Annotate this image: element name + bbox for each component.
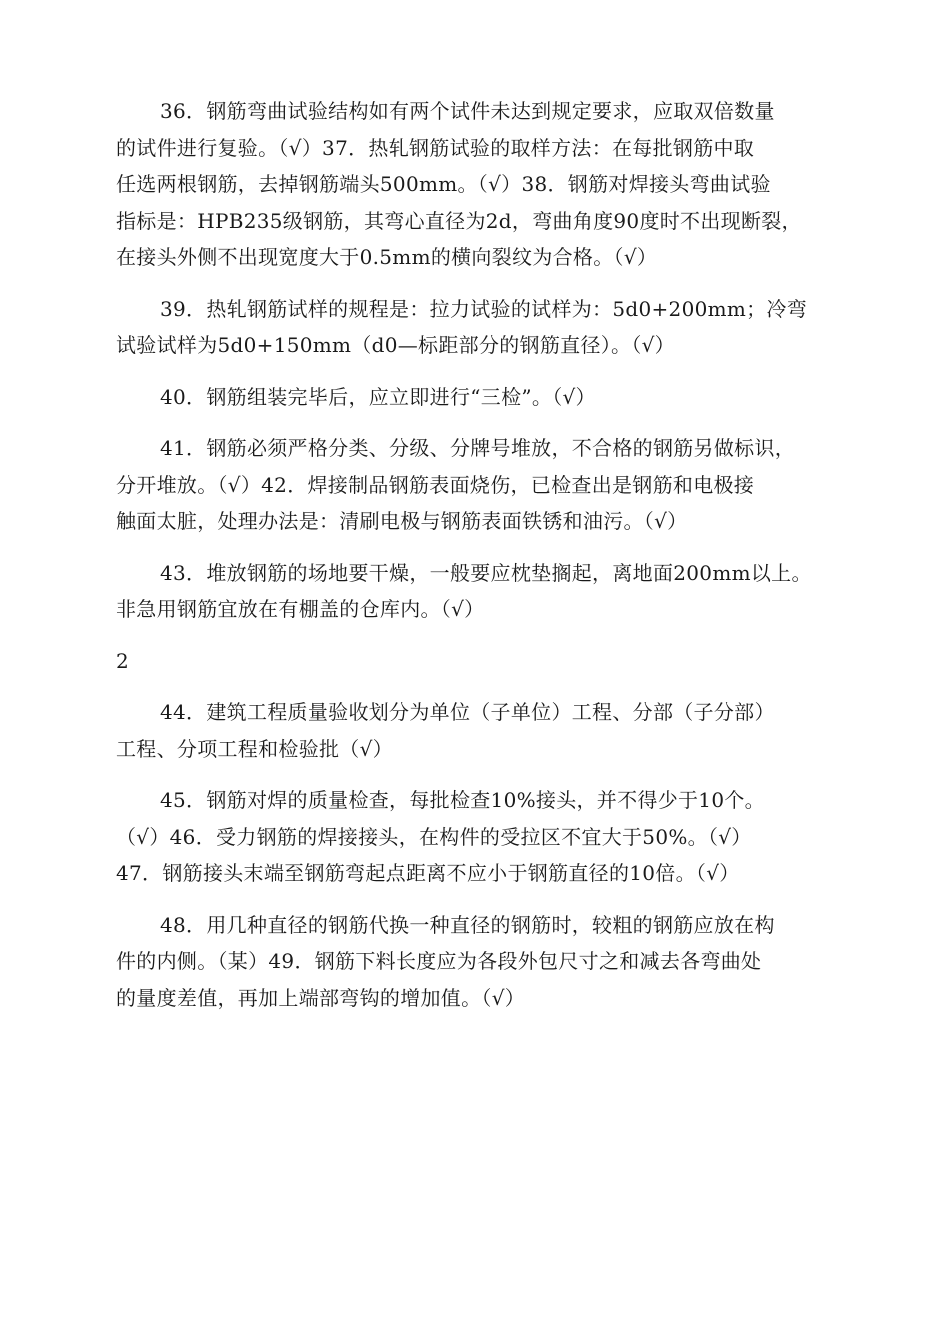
text-line: 指标是：HPB235级钢筋，其弯心直径为2d，弯曲角度90度时不出现断裂，	[116, 208, 802, 233]
text-line: 试验试样为5d0+150mm（d0—标距部分的钢筋直径）。（√）	[116, 333, 675, 357]
text-line: 41．钢筋必须严格分类、分级、分牌号堆放，不合格的钢筋另做标识，	[160, 436, 796, 460]
document-body	[116, 93, 846, 1031]
paragraph-48-49	[116, 907, 846, 1017]
text-line: 44．建筑工程质量验收划分为单位（子单位）工程、分部（子分部）	[160, 700, 775, 724]
text-line: 39．热轧钢筋试样的规程是：拉力试验的试样为：5d0+200mm；冷弯	[160, 296, 808, 321]
paragraph-43	[116, 555, 846, 628]
page-number: 2	[116, 648, 130, 673]
paragraph-45-47	[116, 782, 846, 892]
paragraph-41-42	[116, 430, 846, 540]
text-line: 在接头外侧不出现宽度大于0.5mm的横向裂纹为合格。（√）	[116, 245, 658, 269]
text-line: 36．钢筋弯曲试验结构如有两个试件未达到规定要求，应取双倍数量	[160, 99, 775, 123]
text-line: 分开堆放。（√）42．焊接制品钢筋表面烧伤，已检查出是钢筋和电极接	[116, 472, 755, 497]
text-line: 43．堆放钢筋的场地要干燥，一般要应枕垫搁起，离地面200mm以上。	[160, 560, 812, 585]
text-line: 45．钢筋对焊的质量检查，每批检查10%接头，并不得少于10个。	[160, 788, 765, 812]
paragraph-36-38	[116, 93, 846, 276]
text-line: 的量度差值，再加上端部弯钩的增加值。（√）	[116, 985, 526, 1010]
text-line: 47．钢筋接头末端至钢筋弯起点距离不应小于钢筋直径的10倍。（√）	[116, 861, 740, 885]
text-line: 48．用几种直径的钢筋代换一种直径的钢筋时，较粗的钢筋应放在构	[160, 912, 775, 937]
text-line: 工程、分项工程和检验批（√）	[116, 736, 393, 761]
paragraph-39	[116, 291, 846, 364]
text-line: （√）46．受力钢筋的焊接接头，在构件的受拉区不宜大于50%。（√）	[116, 824, 752, 849]
text-line: 的试件进行复验。（√）37．热轧钢筋试验的取样方法：在每批钢筋中取	[116, 135, 755, 160]
text-line: 40．钢筋组装完毕后，应立即进行“三检”。（√）	[160, 384, 596, 409]
paragraph-40	[116, 379, 846, 416]
text-line: 任选两根钢筋，去掉钢筋端头500mm。（√）38．钢筋对焊接头弯曲试验	[116, 172, 771, 196]
text-line: 触面太脏，处理办法是：清刷电极与钢筋表面铁锈和油污。（√）	[116, 509, 688, 533]
paragraph-44	[116, 694, 846, 767]
text-line: 件的内侧。（某）49．钢筋下料长度应为各段外包尺寸之和减去各弯曲处	[116, 949, 762, 973]
text-line: 非急用钢筋宜放在有棚盖的仓库内。（√）	[116, 597, 485, 621]
